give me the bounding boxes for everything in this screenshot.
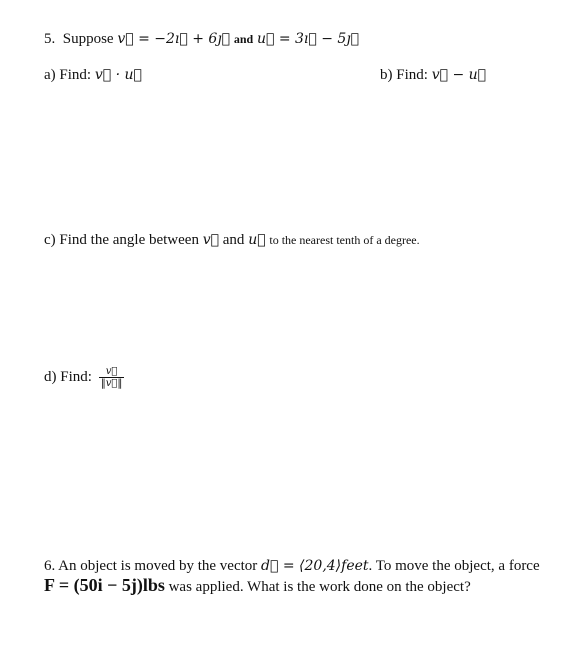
q5-part-b-label: b) Find: xyxy=(380,67,428,83)
q6-line1-tail: . To move the object, a force xyxy=(368,558,540,574)
q5-part-b xyxy=(380,66,486,84)
q5-part-a-expression: v⃗ · u⃗ xyxy=(94,67,142,83)
q5-part-a-label: a) Find: xyxy=(44,67,92,83)
q6-displacement-vector: d⃗ = ⟨20,4⟩feet xyxy=(261,558,369,574)
fraction-denominator: ‖v⃗‖ xyxy=(100,378,123,390)
q5-u-definition: u⃗ = 3ı⃗ − 5ȷ⃗ xyxy=(256,31,360,47)
q5-intro: Suppose xyxy=(62,31,114,47)
q5-number: 5. xyxy=(44,31,56,47)
unit-vector-fraction xyxy=(99,366,125,389)
q5-and-word: and xyxy=(233,32,254,46)
fraction-numerator: v⃗ xyxy=(99,366,125,378)
q5-part-d-label: d) Find: xyxy=(44,369,92,385)
q5-part-d xyxy=(44,362,124,392)
q6-line-1 xyxy=(44,557,540,575)
q5-part-c xyxy=(44,231,420,249)
q5-part-c-and: and xyxy=(222,232,245,248)
q5-part-a xyxy=(44,66,142,84)
q6-line-2 xyxy=(44,576,471,596)
q6-line1-text: 6. An object is moved by the vector xyxy=(44,558,258,574)
q5-part-c-tail: to the nearest tenth of a degree. xyxy=(269,233,420,247)
q5-part-c-label: c) Find the angle between xyxy=(44,232,199,248)
q5-part-b-expression: v⃗ − u⃗ xyxy=(431,67,487,83)
q5-part-c-v: v⃗ xyxy=(202,232,220,248)
q5-header xyxy=(44,30,359,48)
q6-line2-tail: was applied. What is the work done on the object? xyxy=(168,579,471,595)
q5-part-c-u: u⃗ xyxy=(248,232,266,248)
q6-force-vector: F = (50i − 5j)lbs xyxy=(44,575,165,595)
q5-v-definition: v⃗ = −2ı⃗ + 6ȷ⃗ xyxy=(117,31,231,47)
